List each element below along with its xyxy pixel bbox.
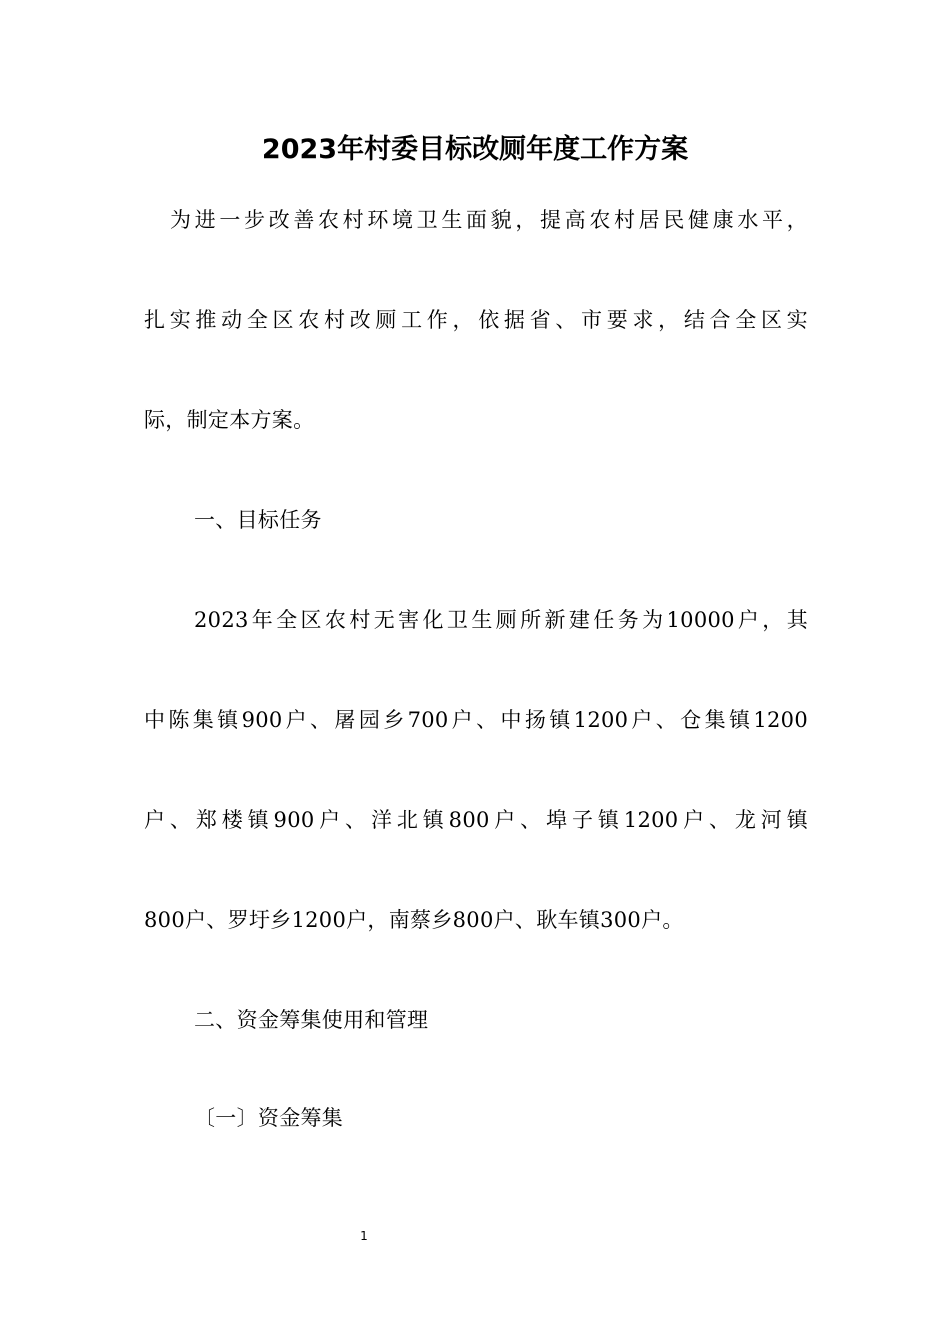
section-heading-2: 二、资金筹集使用和管理 xyxy=(194,1008,429,1032)
paragraph-line-2: 扎实推动全区农村改厕工作，依据省、市要求，结合全区实 xyxy=(144,308,808,332)
paragraph-line-6: 户、郑楼镇900户、洋北镇800户、埠子镇1200户、龙河镇 xyxy=(144,808,808,832)
paragraph-line-3: 际，制定本方案。 xyxy=(144,408,315,432)
paragraph-line-7: 800户、罗圩乡1200户，南蔡乡800户、耿车镇300户。 xyxy=(144,908,684,932)
document-title: 2023年村委目标改厕年度工作方案 xyxy=(261,134,689,165)
section-heading-1: 一、目标任务 xyxy=(194,508,322,532)
paragraph-line-4: 2023年全区农村无害化卫生厕所新建任务为10000户，其 xyxy=(194,608,808,632)
paragraph-line-5: 中陈集镇900户、屠园乡700户、中扬镇1200户、仓集镇1200 xyxy=(144,708,808,732)
page-number: 1 xyxy=(360,1229,368,1243)
paragraph-line-1: 为进一步改善农村环境卫生面貌，提高农村居民健康水平， xyxy=(170,208,808,232)
subsection-heading-1: 〔一〕资金筹集 xyxy=(194,1106,344,1130)
